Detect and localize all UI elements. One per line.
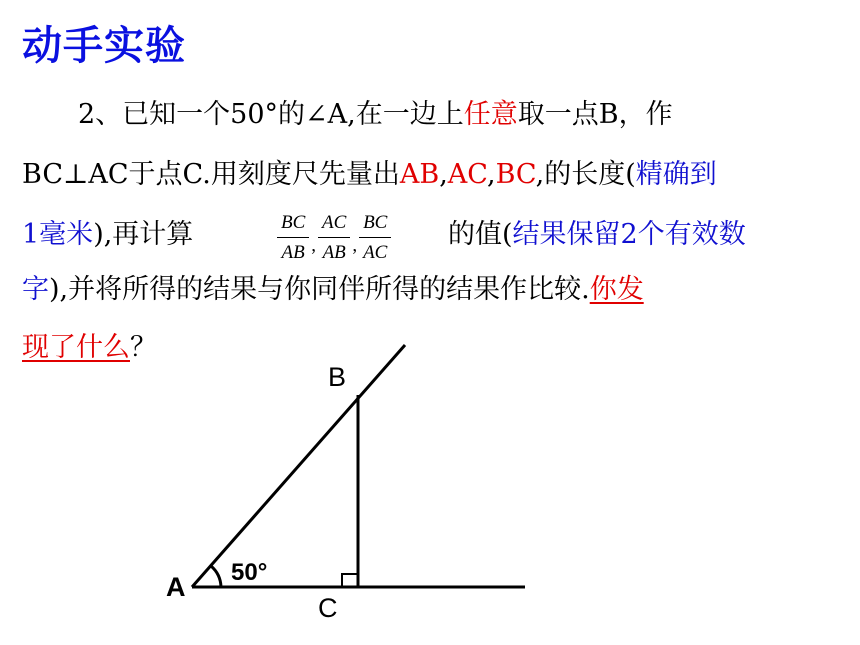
question-text-cont: 现了什么 xyxy=(22,332,130,363)
line3-text-end: 的值( xyxy=(448,219,513,250)
fraction-numerator: BC xyxy=(359,212,391,238)
line2-text-end: ,的长度( xyxy=(535,159,636,190)
segment-bc: BC xyxy=(495,159,536,190)
line2-text: BC⊥AC于点C.用刻度尺先量出 xyxy=(22,159,400,190)
right-angle-mark xyxy=(342,574,358,587)
line4-text: ),并将所得的结果与你同伴所得的结果作比较. xyxy=(49,274,590,305)
line3-text: ),再计算 xyxy=(93,219,194,250)
separator: , xyxy=(486,159,496,190)
fraction-denominator: AB xyxy=(322,242,346,263)
angle-arc xyxy=(211,566,221,587)
question-text: 你发 xyxy=(589,274,644,305)
fraction-separator: , xyxy=(352,235,358,256)
fraction-denominator: AB xyxy=(281,242,305,263)
question-mark: ？ xyxy=(130,332,157,363)
segment-ab: AB xyxy=(399,159,440,190)
keyword-arbitrary: 任意 xyxy=(463,99,518,130)
line1-text-end: 取一点B，作 xyxy=(517,99,673,130)
label-a: A xyxy=(166,572,186,602)
precision-note-cont: 1毫米 xyxy=(22,219,94,250)
ray-ab xyxy=(192,345,405,587)
slide-title: 动手实验 xyxy=(22,23,186,69)
angle-label: 50° xyxy=(231,559,268,586)
fraction-denominator: AC xyxy=(363,242,388,263)
rounding-note-cont: 字 xyxy=(22,274,49,305)
fraction-numerator: BC xyxy=(277,212,309,238)
precision-note: 精确到 xyxy=(635,159,717,190)
fraction-separator: , xyxy=(311,235,317,256)
separator: , xyxy=(439,159,448,190)
line1-text: 2、已知一个50°的∠A,在一边上 xyxy=(78,99,464,130)
fraction-numerator: AC xyxy=(318,212,350,238)
label-c: C xyxy=(318,593,338,623)
rounding-note: 结果保留2个有效数 xyxy=(512,219,746,250)
label-b: B xyxy=(328,362,347,392)
segment-ac: AC xyxy=(447,159,487,190)
